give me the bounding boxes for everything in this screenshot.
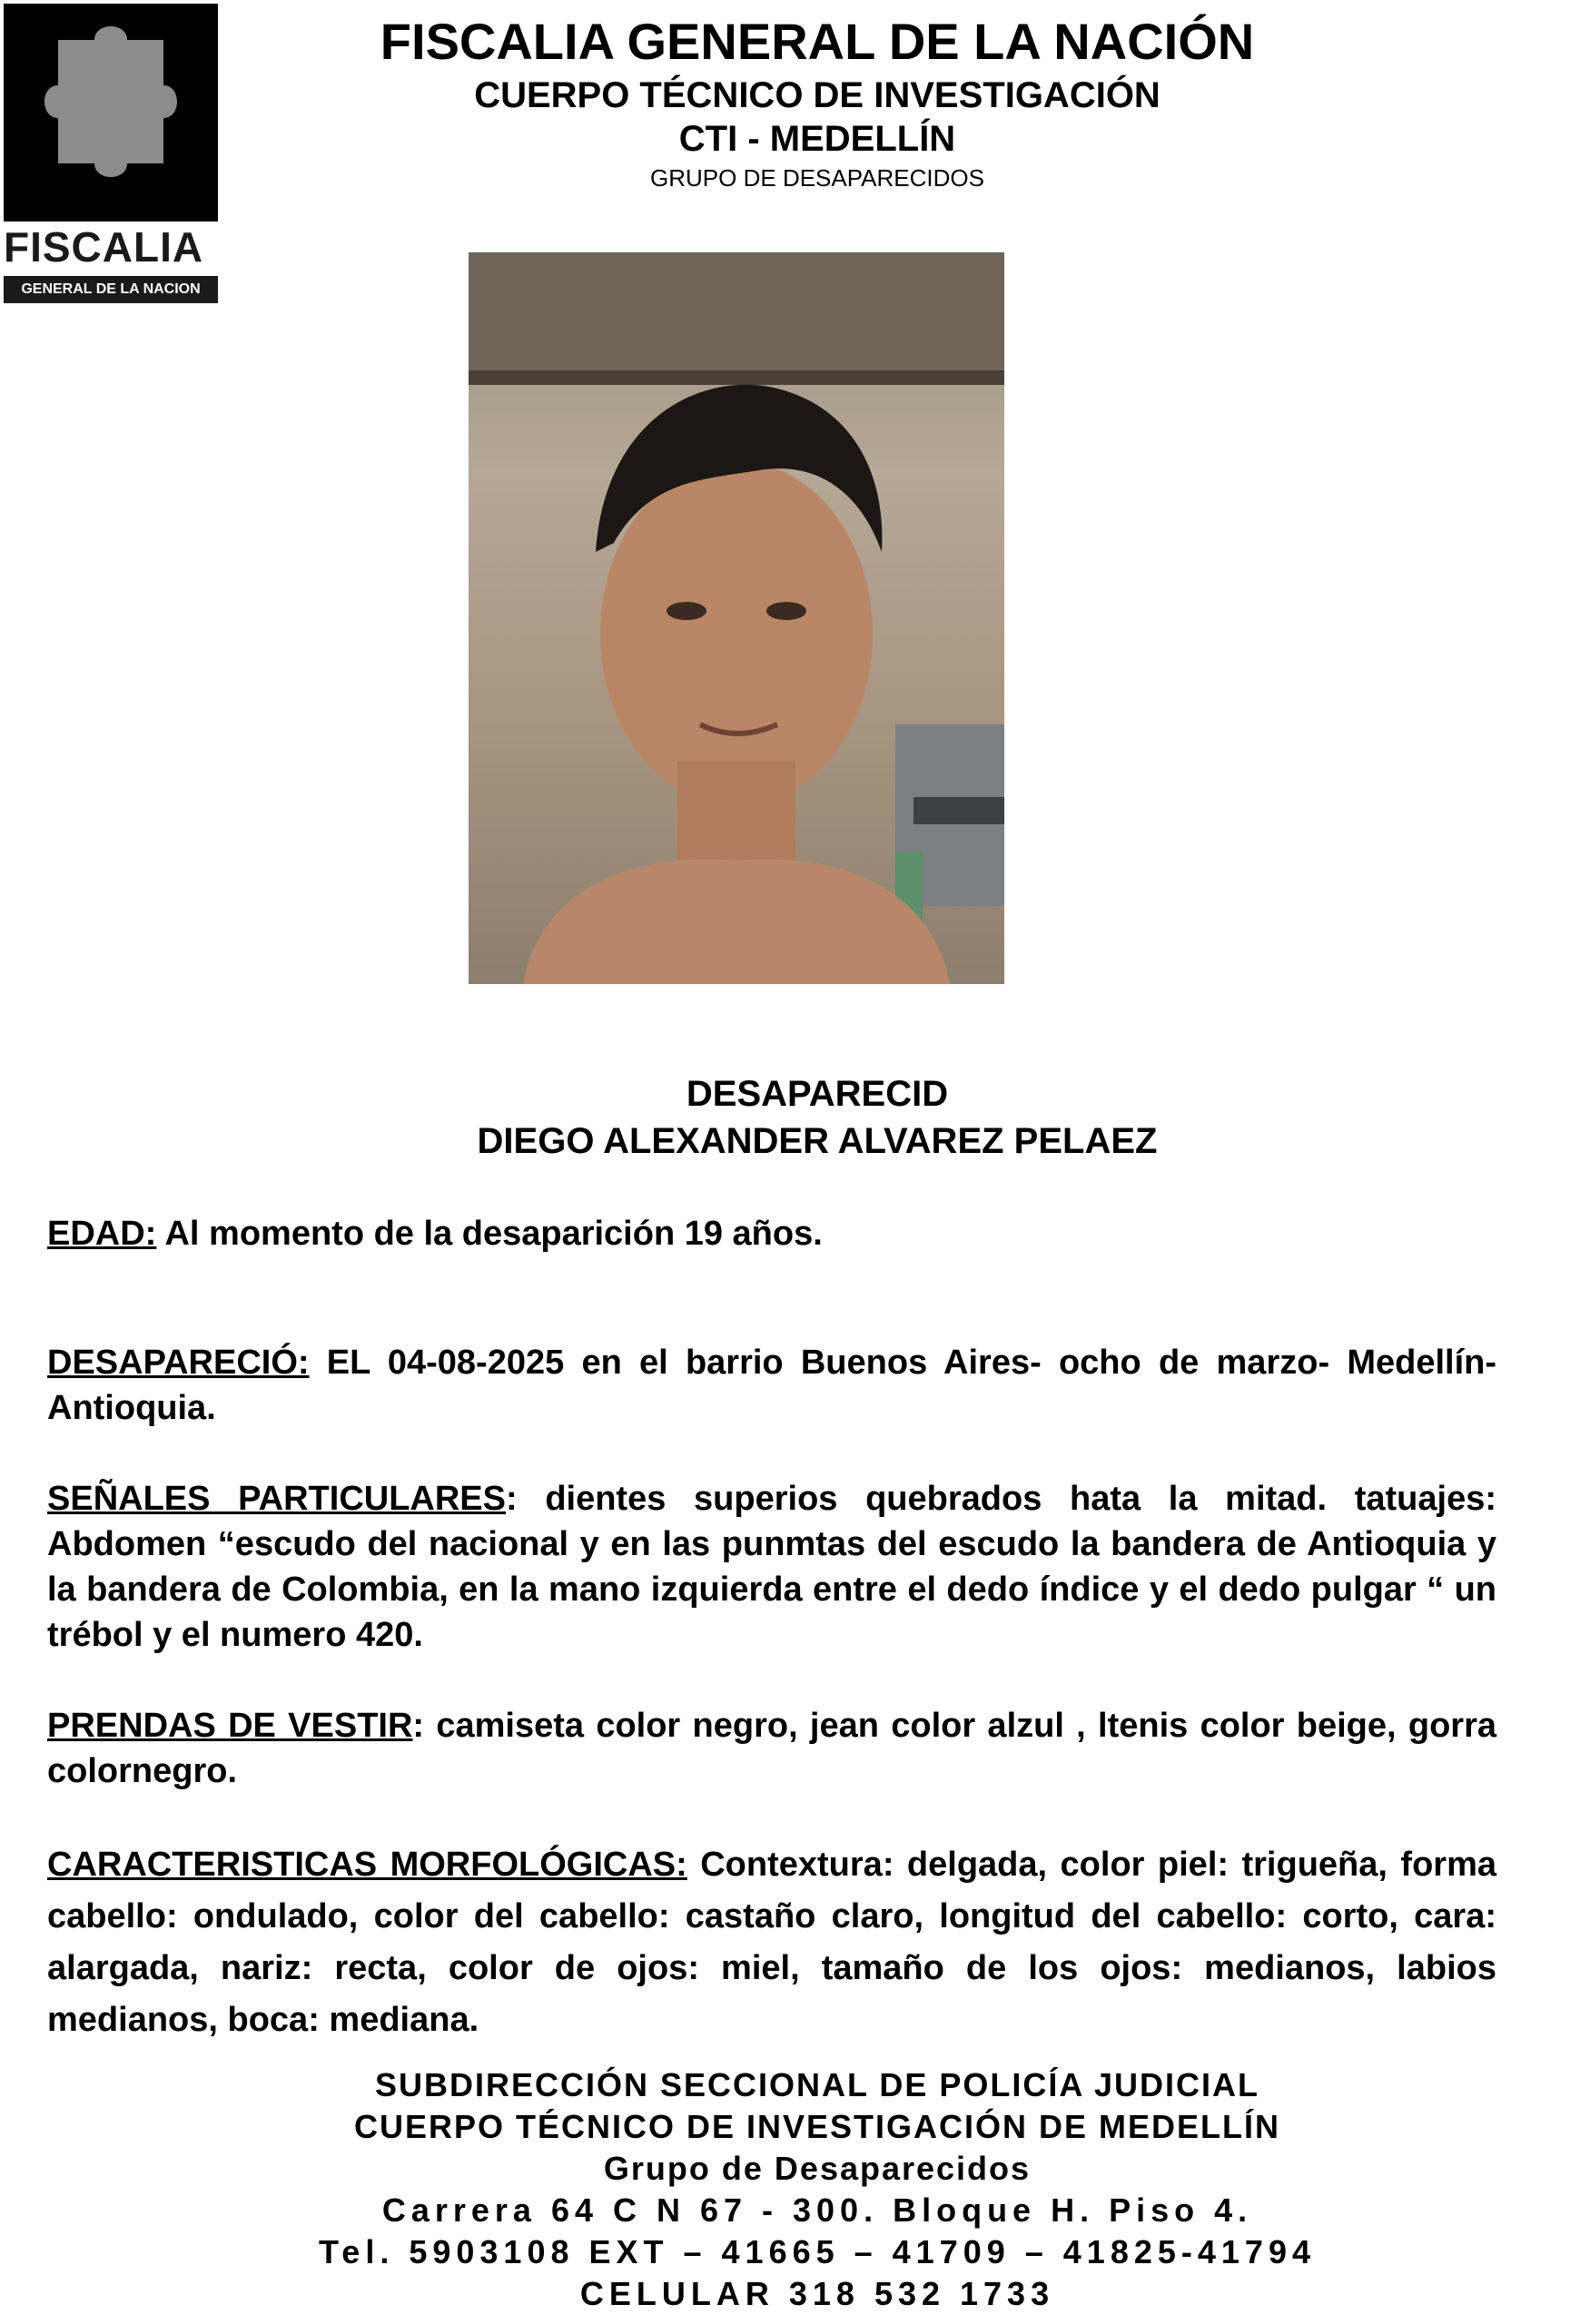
senales-label: SEÑALES PARTICULARES: [47, 1480, 506, 1518]
edad-label: EDAD:: [47, 1215, 157, 1253]
notice-status: DESAPARECID: [686, 1074, 949, 1114]
footer-line2: CUERPO TÉCNICO DE INVESTIGACIÓN DE MEDELLÍN: [353, 2108, 1281, 2145]
footer-address: Carrera 64 C N 67 - 300. Bloque H. Piso 4.: [381, 2191, 1253, 2229]
header-line4: GRUPO DE DESAPARECIDOS: [650, 164, 984, 192]
prendas-text: : camiseta color negro, jean color alzul , ltenis color beige, gorra colornegro.: [47, 1707, 1496, 1790]
header-line3: CTI - MEDELLÍN: [678, 119, 956, 159]
section-desaparecio: [47, 1340, 1496, 1431]
header-title: FISCALIA GENERAL DE LA NACIÓN: [380, 13, 1255, 70]
morfologicas-label: CARACTERISTICAS MORFOLÓGICAS:: [47, 1846, 687, 1884]
person-name: DIEGO ALEXANDER ALVAREZ PELAEZ: [477, 1121, 1158, 1161]
senales-text: : dientes superios quebrados hata la mitad. tatuajes: Abdomen “escudo del nacional y en las punmtas del escudo la bandera de Antioquia y la bandera de Colombia, en la mano izquierda entre el dedo índice y el dedo pulgar “ un trébol y el numero 420.: [47, 1480, 1496, 1654]
morfologicas-text: Contextura: delgada, color piel: trigueña, forma cabello: ondulado, color del cabello: castaño claro, longitud del cabello: corto, cara: alargada, nariz: recta, color de ojos: miel, tamaño de los ojos: medianos, labios medianos, boca: mediana.: [47, 1846, 1496, 2039]
footer-cellphone: CELULAR 318 532 1733: [579, 2275, 1055, 2312]
prendas-label: PRENDAS DE VESTIR: [47, 1707, 413, 1745]
puzzle-piece-icon: [4, 4, 218, 222]
logo-puzzle-box: [4, 4, 218, 222]
section-edad: [47, 1211, 1496, 1256]
footer-line1: SUBDIRECCIÓN SECCIONAL DE POLICÍA JUDICIAL: [374, 2066, 1260, 2103]
fiscalia-logo: [4, 4, 218, 305]
missing-person-photo: [469, 252, 1004, 984]
section-prendas: [47, 1703, 1496, 1794]
footer-line3: Grupo de Desaparecidos: [603, 2150, 1032, 2187]
edad-text: Al momento de la desaparición 19 años.: [156, 1215, 823, 1253]
desaparecio-label: DESAPARECIÓ:: [47, 1344, 310, 1382]
desaparecio-text: EL 04-08-2025 en el barrio Buenos Aires- ocho de marzo- Medellín- Antioquia.: [47, 1344, 1496, 1427]
logo-subtitle: GENERAL DE LA NACION: [4, 276, 218, 303]
section-senales: [47, 1476, 1496, 1658]
person-portrait-icon: [469, 252, 1004, 984]
section-morfologicas: [47, 1839, 1496, 2046]
footer-phone: Tel. 5903108 EXT – 41665 – 41709 – 41825-41794: [318, 2233, 1316, 2270]
logo-name: FISCALIA: [4, 223, 204, 271]
header-line2: CUERPO TÉCNICO DE INVESTIGACIÓN: [474, 75, 1160, 115]
